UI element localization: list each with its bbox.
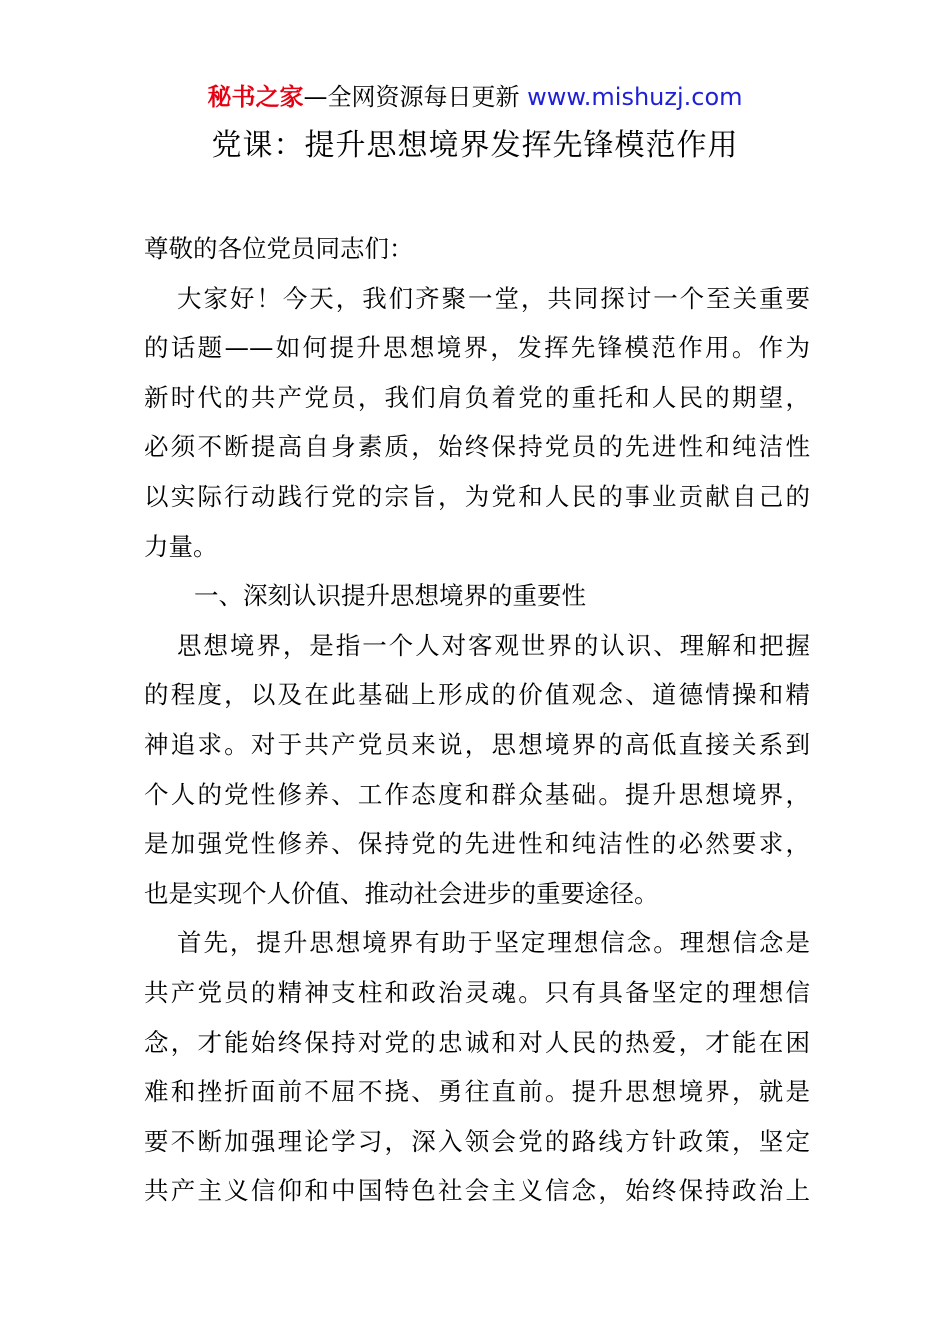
greeting: 尊敬的各位党员同志们： — [144, 234, 414, 263]
site-header — [0, 80, 950, 114]
section-heading: 一、深刻认识提升思想境界的重要性 — [194, 581, 586, 611]
paragraph-line: 共产党员的精神支柱和政治灵魂。只有具备坚定的理想信 — [144, 977, 810, 1007]
document-title: 党课：提升思想境界发挥先锋模范作用 — [211, 128, 739, 163]
paragraph-line: 大家好！今天，我们齐聚一堂，共同探讨一个至关重要 — [177, 283, 810, 313]
paragraph-line: 个人的党性修养、工作态度和群众基础。提升思想境界， — [144, 779, 810, 809]
paragraph-line: 力量。 — [144, 531, 218, 561]
document-body — [144, 224, 810, 1216]
paragraph-line: 神追求。对于共产党员来说，思想境界的高低直接关系到 — [144, 729, 810, 759]
paragraph-line: 是加强党性修养、保持党的先进性和纯洁性的必然要求， — [144, 829, 810, 859]
site-url-link[interactable]: www.mishuzj.com — [527, 83, 743, 111]
paragraph-line: 的程度，以及在此基础上形成的价值观念、道德情操和精 — [144, 680, 810, 710]
paragraph-line: 以实际行动践行党的宗旨，为党和人民的事业贡献自己的 — [144, 481, 810, 511]
paragraph-line: 要不断加强理论学习，深入领会党的路线方针政策，坚定 — [144, 1126, 810, 1156]
paragraph-line: 念，才能始终保持对党的忠诚和对人民的热爱，才能在困 — [144, 1027, 810, 1057]
site-slogan: —全网资源每日更新 — [303, 83, 528, 111]
paragraph-line: 新时代的共产党员，我们肩负着党的重托和人民的期望， — [144, 382, 810, 412]
paragraph-line: 共产主义信仰和中国特色社会主义信念，始终保持政治上 — [144, 1176, 810, 1206]
paragraph-line: 必须不断提高自身素质，始终保持党员的先进性和纯洁性 — [144, 432, 810, 462]
site-brand: 秘书之家 — [207, 83, 304, 111]
paragraph-line: 的话题——如何提升思想境界，发挥先锋模范作用。作为 — [144, 333, 810, 363]
paragraph-line: 首先，提升思想境界有助于坚定理想信念。理想信念是 — [177, 928, 810, 958]
paragraph-line: 难和挫折面前不屈不挠、勇往直前。提升思想境界，就是 — [144, 1077, 810, 1107]
paragraph-line: 思想境界，是指一个人对客观世界的认识、理解和把握 — [177, 630, 810, 660]
paragraph-line: 也是实现个人价值、推动社会进步的重要途径。 — [144, 878, 659, 908]
